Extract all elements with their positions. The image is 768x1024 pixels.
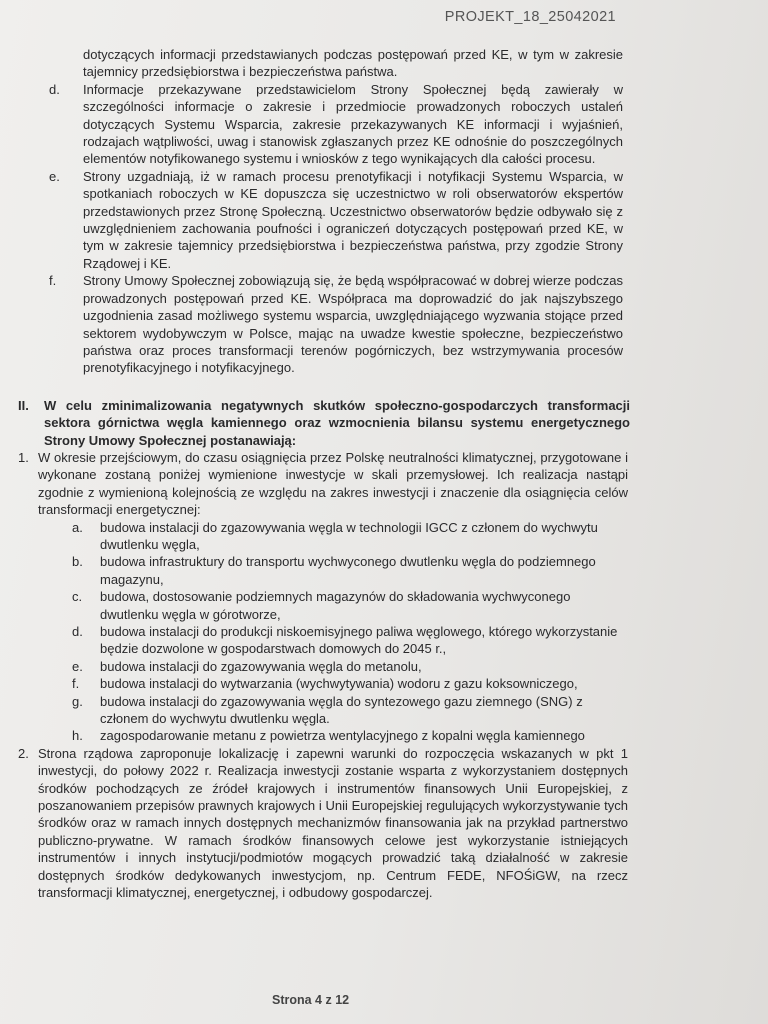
list-item: [62, 658, 632, 675]
list-item: [62, 623, 632, 658]
list-item-text: budowa instalacji do produkcji niskoemisyjnego paliwa węglowego, którego wykorzystanie będzie dozwolone w gospodarstwach domowych do 2045 r.,: [100, 624, 618, 657]
list-item-text: budowa infrastruktury do transportu wychwyconego dwutlenku węgla do podziemnego magazynu,: [100, 554, 596, 587]
list-item-marker: f.: [72, 676, 80, 692]
page-number: Strona 4 z 12: [272, 993, 350, 1007]
intro-continuation-text: dotyczących informacji przedstawianych podczas postępowań przed KE, w tym w zakresie tajemnicy przedsiębiorstwa i bezpieczeństwa państwa.: [83, 47, 623, 80]
list-item-marker: e.: [72, 658, 83, 674]
numbered-item-2: [18, 745, 628, 902]
list-item: [62, 553, 632, 588]
section-marker: II.: [18, 397, 29, 413]
investment-list: [62, 519, 632, 745]
sub-item-text: Strony uzgadniają, iż w ramach procesu prenotyfikacji i notyfikacji Systemu Wsparcia, w spotkaniach roboczych w KE dopuszcza się uczestnictwo w roli obserwatorów ekspertów przedstawionych przez Stronę Społeczną. Uczestnictwo obserwatorów będzie odbywało się z uwzględnieniem zachowania poufności i ograniczeń dotyczących postępowań przed KE, w tym w zakresie tajemnicy przedsiębiorstwa i bezpieczeństwa państwa, przy zgodzie Strony Rządowej i KE.: [83, 168, 623, 271]
numbered-item-text: W okresie przejściowym, do czasu osiągnięcia przez Polskę neutralności klimatycznej, przygotowane i wykonane zostaną poniżej wymienione inwestycje w skali przemysłowej. Ich realizacja nastąpi zgodnie z wymienioną kolejnością ze względu na zakres inwestycji i znaczenie dla osiągnięcia celów transformacji energetycznej:: [38, 449, 628, 518]
list-item-marker: b.: [72, 554, 83, 570]
numbered-item-text: Strona rządowa zaproponuje lokalizację i zapewni warunki do rozpoczęcia wskazanych w pkt 1 inwestycji, do połowy 2022 r. Realizacja inwestycji zostanie wsparta z wykorzystaniem dostępnych środków pochodzących ze źródeł krajowych i instrumentów finansowych Unii Europejskiej, z poszanowaniem przepisów prawnych krajowych i Unii Europejskiej regulujących wykorzystywanie tych środków oraz w ramach innych dostępnych mechanizmów finansowania jak na przykład partnerstwo publiczno-prywatne. W ramach środków finansowych celowe jest wykorzystanie istniejących instrumentów i innych instytucji/podmiotów mogących prowadzić taką działalność w zakresie dostępnych środków dedykowanych inwestycjom, np. Centrum FEDE, NFOŚiGW, na rzecz transformacji klimatycznej, energetycznej, i odbudowy gospodarczej.: [38, 745, 628, 901]
document-code: PROJEKT_18_25042021: [444, 9, 616, 25]
list-item-marker: d.: [72, 624, 83, 639]
intro-continuation: [83, 46, 623, 81]
list-item-marker: h.: [72, 728, 83, 744]
numbered-item-marker: 1.: [18, 449, 29, 465]
document-body: [0, 46, 768, 902]
section-heading: [18, 397, 630, 449]
sub-item-d: [49, 81, 623, 168]
numbered-item-marker: 2.: [18, 745, 29, 761]
list-item-text: budowa instalacji do zgazowywania węgla do syntezowego gazu ziemnego (SNG) z członem do wychwytu dwutlenku węgla.: [100, 693, 583, 727]
list-item-text: budowa instalacji do zgazowywania węgla w technologii IGCC z członem do wychwytu dwutlenku węgla,: [100, 519, 598, 552]
list-item-text: budowa, dostosowanie podziemnych magazynów do składowania wychwyconego dwutlenku węgla w górotworze,: [100, 589, 571, 622]
sub-item-marker: d.: [49, 81, 60, 97]
list-item-marker: g.: [72, 693, 83, 709]
sub-item-f: [49, 272, 623, 376]
list-item: [62, 693, 632, 728]
list-item-text: budowa instalacji do wytwarzania (wychwytywania) wodoru z gazu koksowniczego,: [100, 676, 578, 692]
list-item: [62, 519, 632, 554]
section-heading-text: W celu zminimalizowania negatywnych skutków społeczno-gospodarczych transformacji sektora górnictwa węgla kamiennego oraz wzmocnienia bilansu systemu energetycznego Strony Umowy Społecznej postanawiają:: [44, 397, 630, 448]
sub-item-marker: f.: [49, 273, 57, 289]
list-item-text: zagospodarowanie metanu z powietrza wentylacyjnego z kopalni węgla kamiennego: [100, 728, 585, 744]
list-item-marker: a.: [72, 519, 83, 535]
list-item: [62, 588, 632, 623]
sub-item-text: Informacje przekazywane przedstawicielom Strony Społecznej będą zawierały w szczególności informacje o zakresie i przedmiocie prowadzonych roboczych ustaleń dotyczących Systemu Wsparcia, zakresie przekazywanych KE informacji i wyjaśnień, rodzajach wątpliwości, uwag i stanowisk zgłaszanych przez KE odnośnie do poszczególnych elementów notyfikowanego systemu i wniosków z tego wynikających dla całości procesu.: [83, 81, 623, 167]
list-item-marker: c.: [72, 589, 83, 605]
numbered-item-1: [18, 449, 628, 745]
list-item: [62, 727, 632, 744]
sub-item-marker: e.: [49, 168, 60, 184]
sub-item-text: Strony Umowy Społecznej zobowiązują się, że będą współpracować w dobrej wierze podczas prowadzonych postępowań przed KE. Współpraca ma doprowadzić do jak najszybszego uzgodnienia zasad możliwego systemu wsparcia, uwzględniającego wyzwania stojące przed sektorem wydobywczym w Polsce, mając na uwadze kwestie społeczne, bezpieczeństwo państwa oraz proces transformacji terenów pogórniczych, bez wstrzymywania procesów prenotyfikacyjnego i notyfikacyjnego.: [83, 273, 623, 376]
list-item: [62, 675, 632, 692]
sub-item-e: [49, 168, 623, 272]
list-item-text: budowa instalacji do zgazowywania węgla do metanolu,: [100, 658, 422, 674]
